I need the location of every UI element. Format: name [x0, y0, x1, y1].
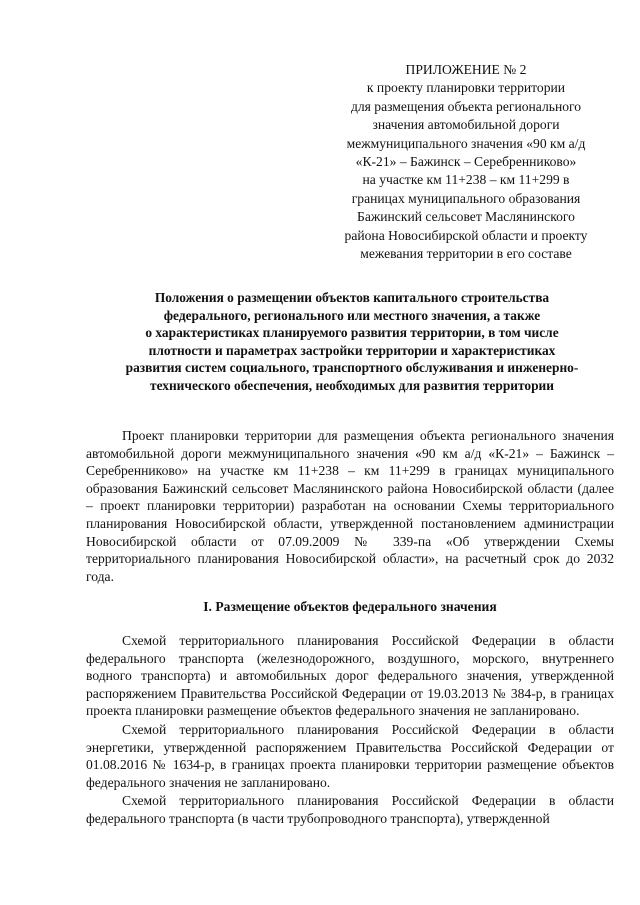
appendix-line: значения автомобильной дороги	[372, 117, 560, 133]
title-line: плотности и параметрах застройки территории и характеристиках	[148, 342, 556, 358]
intro-paragraph: Проект планировки территории для размещения объекта регионального значения автомобильной дороги межмуниципального значения «90 км а/д «К-21» – Бажинск – Серебренниково» на участке км 11+238 – км 11+299 в границах муниципального образования Бажинский сельсовет Маслянинского района Новосибирской области (далее – проект планировки территории) разработан на основании Схемы территориального планирования Новосибирской области, утвержденной постановлением администрации Новосибирской области от 07.09.2009 № 339-па «Об утверждении Схемы территориального планирования Новосибирской области», на расчетный срок до 2032 года.	[86, 428, 614, 584]
appendix-line: «К-21» – Бажинск – Серебренниково»	[355, 154, 577, 170]
appendix-header	[318, 61, 614, 263]
appendix-line: на участке км 11+238 – км 11+299 в	[362, 172, 570, 188]
appendix-line: для размещения объекта регионального	[350, 98, 582, 114]
section-paragraph: Схемой территориального планирования Российской Федерации в области федерального транспорта (железнодорожного, воздушного, морского, внутреннего водного транспорта) и автомобильных дорог федерального значения, утвержденной распоряжением Правительства Российской Федерации от 19.03.2013 № 384-р, в границах проекта планировки размещение объектов федерального значения не запланировано.	[86, 633, 614, 719]
section-paragraph: Схемой территориального планирования Российской Федерации в области федерального транспорта (в части трубопроводного транспорта), утвержденной	[86, 793, 614, 826]
section-paragraph: Схемой территориального планирования Российской Федерации в области энергетики, утвержденной распоряжением Правительства Российской Федерации от 01.08.2016 № 1634-р, в границах проекта планировки территории размещение объектов федерального значения не запланировано.	[86, 721, 614, 790]
appendix-line: границах муниципального образования	[351, 190, 581, 206]
appendix-line: межмуниципального значения «90 км а/д	[346, 135, 586, 151]
title-line: технического обеспечения, необходимых для развития территории	[150, 377, 554, 393]
appendix-line: межевания территории в его составе	[360, 246, 572, 262]
title-line: федерального, регионального или местного значения, а также	[163, 307, 541, 323]
appendix-line: района Новосибирской области и проекту	[344, 227, 588, 243]
title-line: Положения о размещении объектов капитального строительства	[154, 290, 550, 305]
title-line: развития систем социального, транспортного обслуживания и инженерно-	[125, 360, 579, 376]
section-body	[86, 632, 614, 828]
appendix-line: к проекту планировки территории	[366, 80, 566, 96]
appendix-line: Бажинский сельсовет Маслянинского	[357, 209, 575, 225]
intro-block	[86, 427, 614, 585]
title-line: о характеристиках планируемого развития территории, в том числе	[145, 325, 559, 341]
document-title	[96, 289, 608, 395]
section-heading: I. Размещение объектов федерального значения	[203, 599, 497, 614]
appendix-line: ПРИЛОЖЕНИЕ № 2	[405, 62, 527, 77]
